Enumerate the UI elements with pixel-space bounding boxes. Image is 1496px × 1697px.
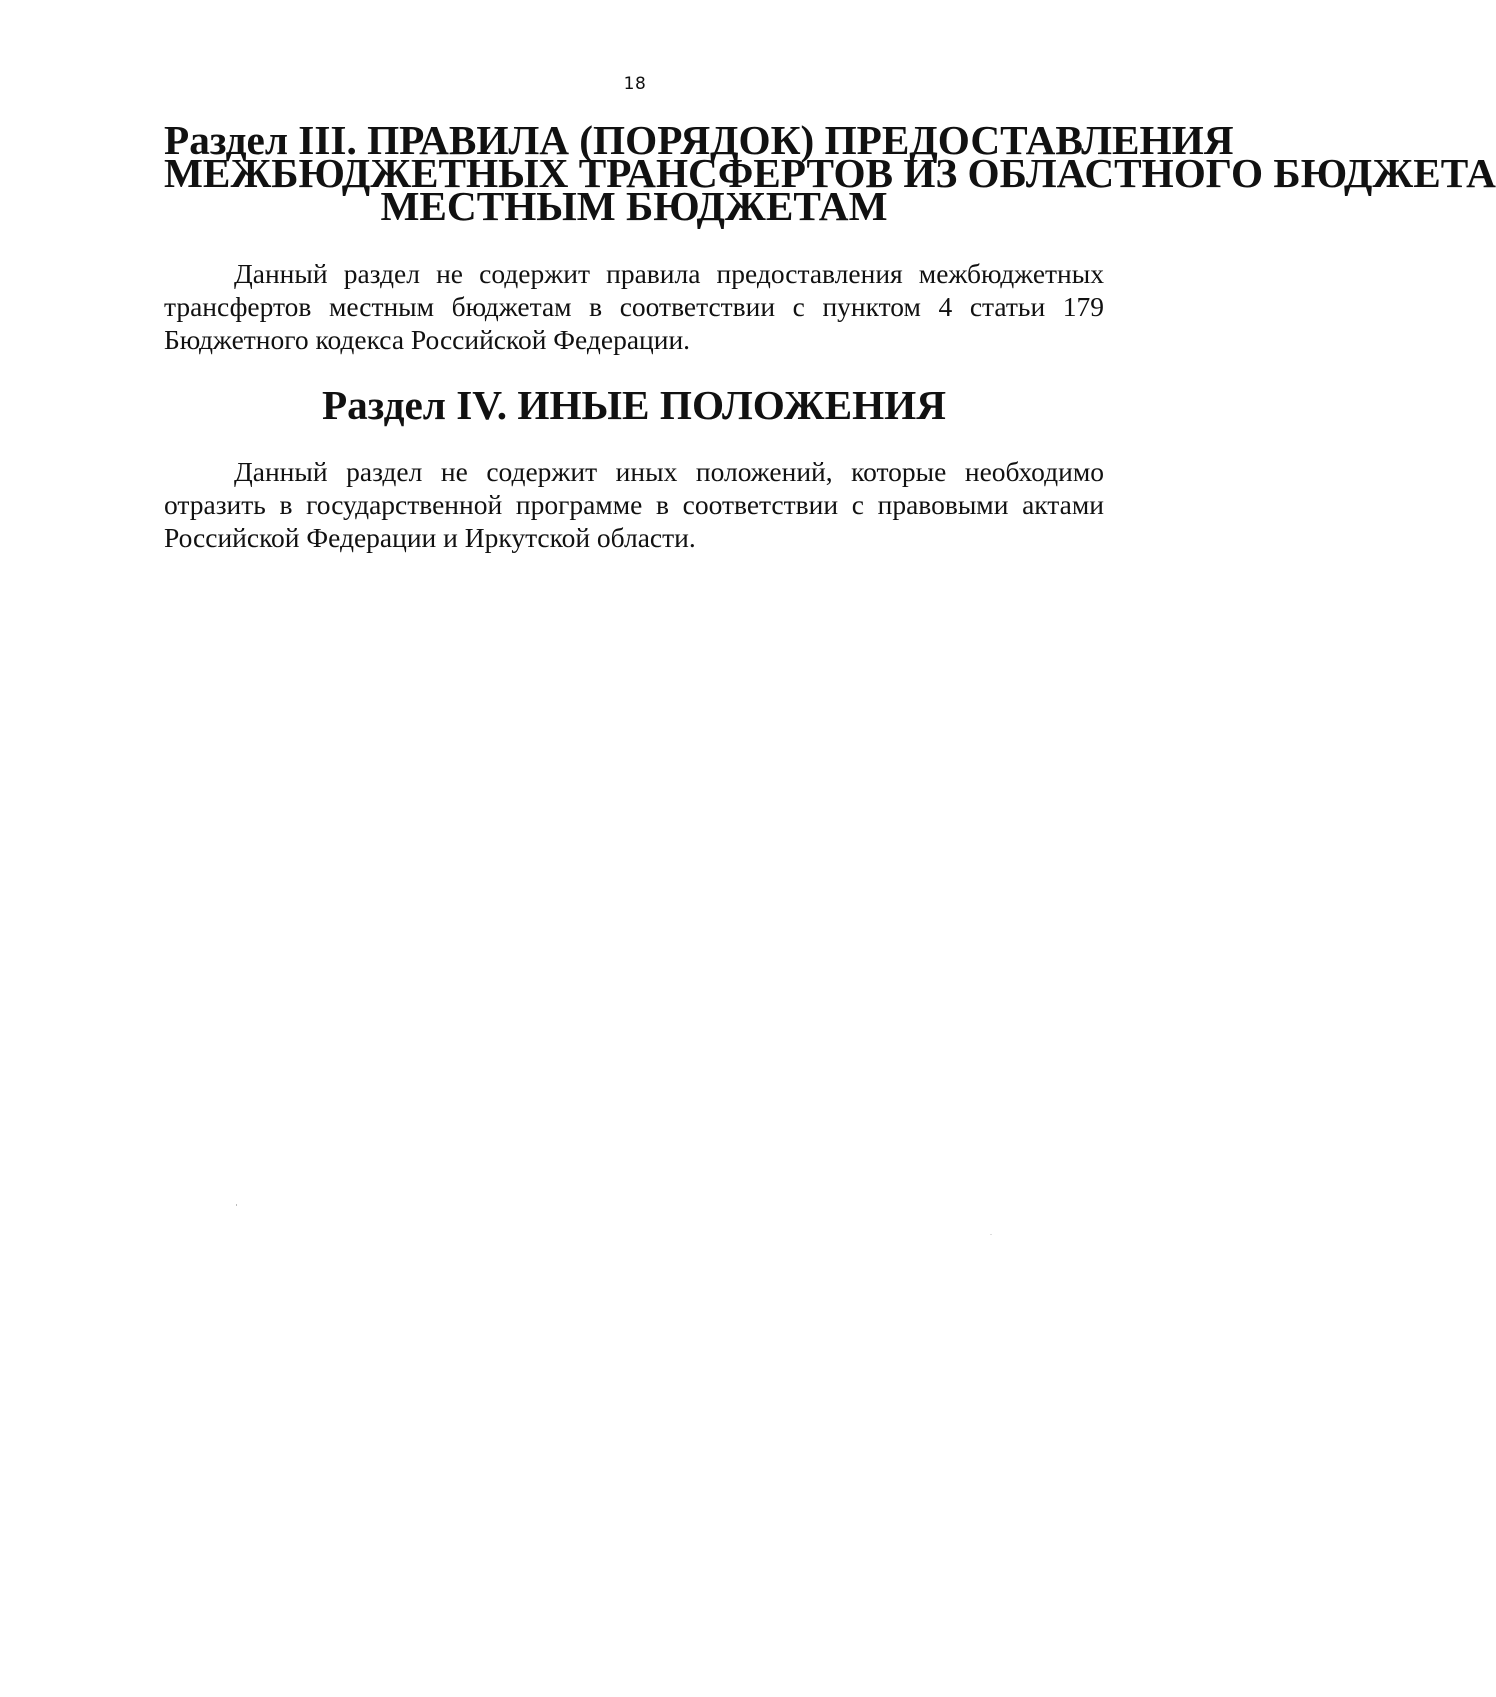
- section-3-paragraph: Данный раздел не содержит правила предоставления межбюджетных трансфертов местным бюджетам в соответствии с пунктом 4 статьи 179 Бюджетного кодекса Российской Федерации.: [164, 258, 1104, 355]
- scan-speck: [990, 1234, 992, 1235]
- section-4-paragraph: Данный раздел не содержит иных положений, которые необходимо отразить в государственной программе в соответствии с правовыми актами Российской Федерации и Иркутской области.: [164, 456, 1104, 553]
- section-4-heading-line: Раздел IV. ИНЫЕ ПОЛОЖЕНИЯ: [321, 382, 947, 428]
- scan-speck: [236, 1204, 237, 1206]
- section-3-heading: [164, 117, 1496, 229]
- page-number: 18: [623, 74, 647, 94]
- section-3-heading-line-3: МЕСТНЫМ БЮДЖЕТАМ: [380, 183, 888, 229]
- document-body: [164, 117, 1496, 554]
- section-3-heading-line-1: Раздел III. ПРАВИЛА (ПОРЯДОК) ПРЕДОСТАВЛЕНИЯ: [164, 117, 1234, 163]
- section-4-heading: [164, 382, 1104, 428]
- section-3-heading-line-2: МЕЖБЮДЖЕТНЫХ ТРАНСФЕРТОВ ИЗ ОБЛАСТНОГО БЮДЖЕТА: [164, 150, 1496, 196]
